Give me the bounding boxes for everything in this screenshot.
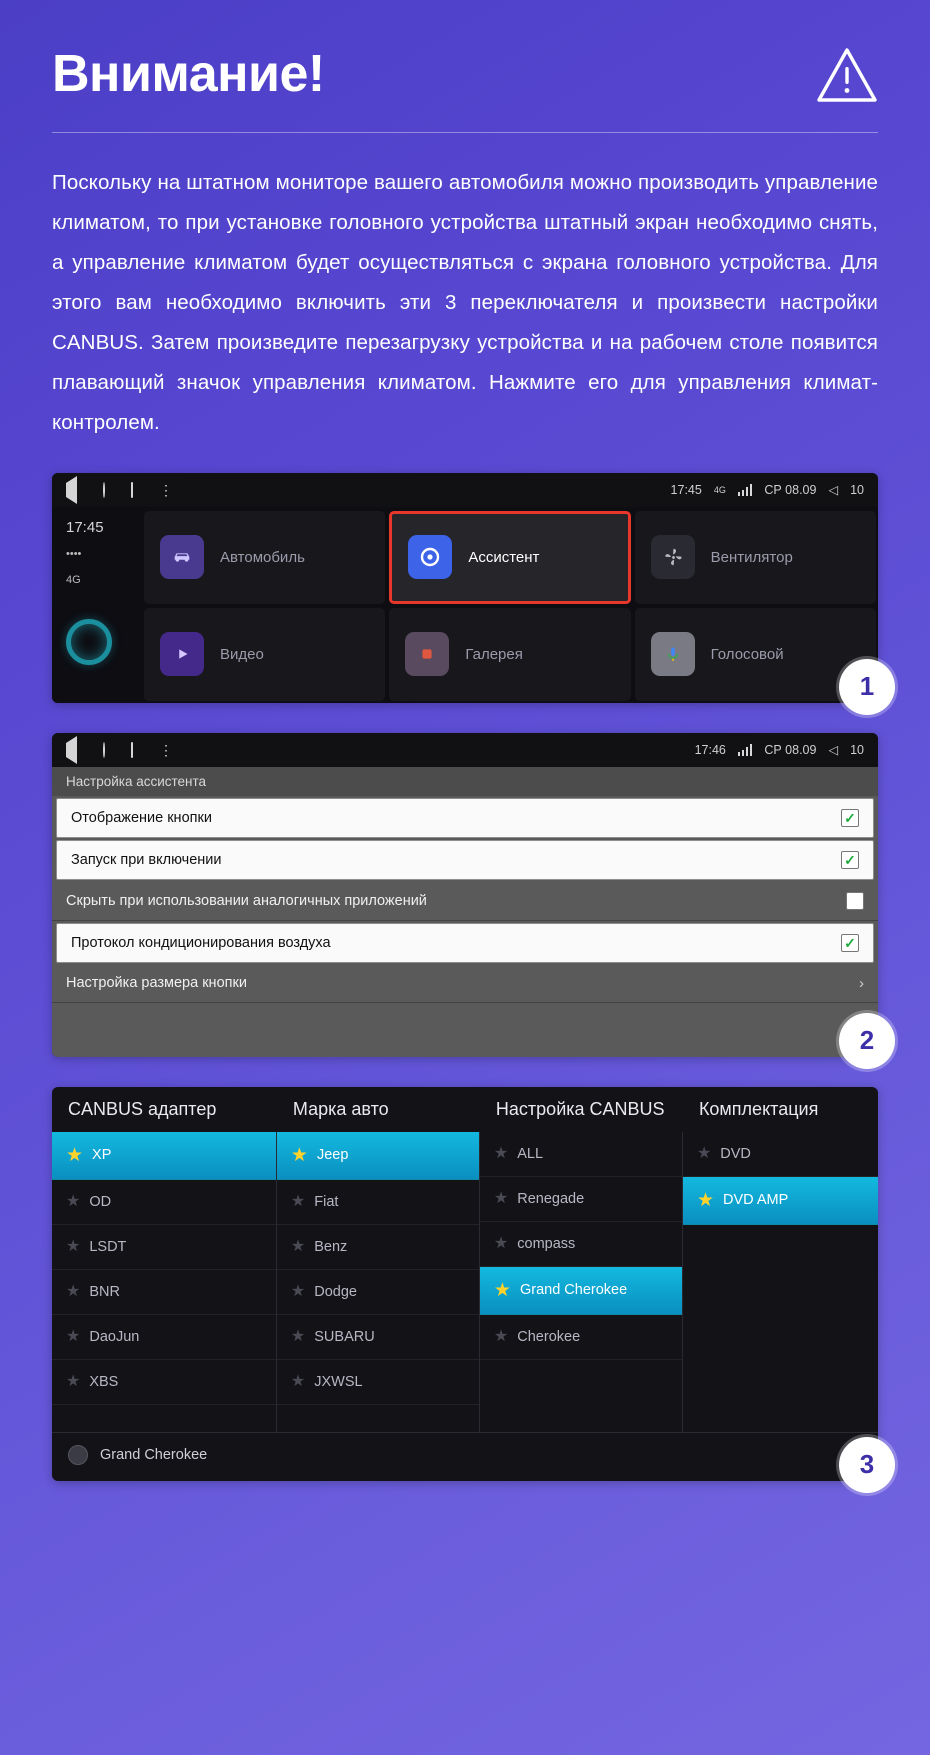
list-item[interactable]: [683, 1132, 878, 1177]
tile-video[interactable]: [144, 608, 385, 701]
chevron-right-icon: ›: [859, 974, 864, 992]
back-icon[interactable]: [66, 483, 77, 497]
canbus-column-brand: [277, 1132, 480, 1432]
list-item[interactable]: [52, 1225, 276, 1270]
list-item[interactable]: [52, 1180, 276, 1225]
item-label: BNR: [89, 1283, 120, 1300]
tile-fan[interactable]: [635, 511, 876, 604]
model-icon: [68, 1445, 88, 1465]
item-label: DVD AMP: [722, 1192, 789, 1209]
star-icon: ★: [66, 1192, 81, 1210]
divider: [52, 132, 878, 133]
volume-level: 10: [850, 482, 864, 497]
screenshot-launcher: [52, 473, 878, 703]
back-icon[interactable]: [66, 743, 77, 757]
status-time: 17:45: [670, 482, 702, 497]
status-time: 17:46: [694, 742, 726, 757]
list-item[interactable]: [277, 1360, 479, 1405]
star-icon: ★: [493, 1234, 509, 1252]
launcher-sidebar: [52, 507, 144, 703]
recents-icon[interactable]: [131, 483, 133, 497]
star-icon: ★: [66, 1282, 81, 1300]
item-label: OD: [89, 1193, 112, 1210]
item-label: Fiat: [314, 1193, 339, 1210]
header: [52, 46, 878, 104]
home-icon[interactable]: [103, 743, 105, 757]
setting-label: Протокол кондиционирования воздуха: [71, 934, 331, 951]
overflow-menu-icon[interactable]: ⋮: [159, 481, 173, 498]
list-item[interactable]: [480, 1132, 682, 1177]
setting-row-ac-protocol[interactable]: [56, 923, 874, 963]
star-icon: ★: [290, 1282, 306, 1300]
canbus-selected-model: Grand Cherokee: [100, 1446, 208, 1463]
item-label: XP: [92, 1147, 112, 1164]
star-icon: ★: [493, 1327, 509, 1345]
status-date: СР 08.09: [764, 482, 817, 497]
checkbox-ac-protocol[interactable]: ✓: [841, 934, 859, 952]
settings-section-title: Настройка ассистента: [52, 767, 878, 796]
setting-label: Настройка размера кнопки: [66, 975, 247, 992]
item-label: XBS: [89, 1373, 119, 1390]
launcher-signal-dots: ••••: [66, 547, 82, 560]
list-item[interactable]: [480, 1315, 682, 1360]
canbus-header-trim: Комплектация: [698, 1098, 819, 1119]
list-item[interactable]: [277, 1132, 479, 1180]
volume-icon: ◁: [828, 483, 839, 498]
star-icon: ★: [66, 1144, 84, 1166]
status-date: СР 08.09: [764, 742, 817, 757]
star-icon: ★: [66, 1327, 81, 1345]
item-label: Dodge: [314, 1283, 357, 1300]
status-network: 4G: [713, 484, 726, 495]
star-icon: ★: [290, 1372, 306, 1390]
list-item[interactable]: [52, 1270, 276, 1315]
list-item[interactable]: [480, 1222, 682, 1267]
star-icon: ★: [290, 1192, 306, 1210]
list-item[interactable]: [277, 1315, 479, 1360]
tile-label: Голосовой: [710, 645, 784, 663]
checkbox-launch-on-boot[interactable]: ✓: [841, 851, 859, 869]
tile-label: Вентилятор: [710, 548, 793, 566]
list-item[interactable]: [52, 1315, 276, 1360]
star-icon: ★: [290, 1327, 306, 1345]
list-item[interactable]: [480, 1177, 682, 1222]
item-label: Jeep: [316, 1147, 349, 1164]
item-label: DVD: [720, 1145, 751, 1162]
setting-row-launch-on-boot[interactable]: [56, 840, 874, 880]
gallery-icon: [405, 632, 449, 676]
home-icon[interactable]: [103, 483, 105, 497]
status-bar-2: [52, 733, 878, 767]
signal-bars-icon: [738, 484, 753, 496]
star-icon: ★: [493, 1144, 509, 1162]
notice-paragraph: Поскольку на штатном мониторе вашего автомобиля можно производить управление климатом, то при установке головного устройства штатный экран необходимо снять, а управление климатом будет осуществляться с экрана головного устройства. Для этого вам необходимо включить эти 3 переключателя и произвести настройки CANBUS. Затем произведите перезагрузку устройства и на рабочем столе появится плавающий значок управления климатом. Нажмите его для управления климат-контролем.: [52, 171, 878, 434]
list-item[interactable]: [52, 1360, 276, 1405]
item-label: Renegade: [517, 1190, 585, 1207]
setting-row-hide-similar-apps[interactable]: [52, 882, 878, 921]
setting-row-display-button[interactable]: [56, 798, 874, 838]
item-label: SUBARU: [314, 1328, 375, 1345]
setting-label: Отображение кнопки: [71, 809, 212, 826]
tile-label: Ассистент: [468, 548, 540, 566]
tile-automobile[interactable]: [144, 511, 385, 604]
settings-list: [52, 767, 878, 1057]
star-icon: ★: [493, 1279, 511, 1301]
volume-level: 10: [850, 742, 864, 757]
canbus-column-setting: [480, 1132, 683, 1432]
star-icon: ★: [290, 1144, 308, 1166]
star-icon: ★: [493, 1189, 509, 1207]
item-label: DaoJun: [89, 1328, 140, 1345]
tile-assistant[interactable]: [389, 511, 630, 604]
microphone-icon: [651, 632, 695, 676]
launcher-network: 4G: [66, 574, 81, 587]
item-label: Grand Cherokee: [519, 1282, 628, 1299]
launcher-clock: 17:45: [66, 518, 104, 536]
checkbox-hide-similar-apps[interactable]: [846, 892, 864, 910]
checkbox-display-button[interactable]: ✓: [841, 809, 859, 827]
item-label: Cherokee: [517, 1328, 581, 1345]
volume-icon: ◁: [828, 743, 839, 758]
canbus-header-brand: Марка авто: [292, 1098, 389, 1119]
tile-label: Видео: [220, 645, 264, 663]
warning-triangle-icon: [816, 46, 878, 104]
item-label: compass: [517, 1235, 576, 1252]
tile-gallery[interactable]: [389, 608, 630, 701]
launcher-tiles: [144, 507, 878, 703]
item-label: ALL: [517, 1145, 544, 1162]
tile-label: Автомобиль: [220, 548, 305, 566]
video-play-icon: [160, 632, 204, 676]
canbus-footer: [52, 1432, 878, 1481]
screenshot-assistant-settings: [52, 733, 878, 1057]
list-item[interactable]: [277, 1180, 479, 1225]
item-label: LSDT: [89, 1238, 127, 1255]
recents-icon[interactable]: [131, 743, 133, 757]
canbus-column-trim: [683, 1132, 878, 1432]
car-icon: [160, 535, 204, 579]
list-item[interactable]: [683, 1177, 878, 1225]
list-item[interactable]: [52, 1132, 276, 1180]
star-icon: ★: [66, 1237, 81, 1255]
canbus-header-adapter: CANBUS адаптер: [68, 1098, 217, 1119]
status-bar-1: [52, 473, 878, 507]
item-label: Benz: [314, 1238, 348, 1255]
tile-label: Галерея: [465, 645, 523, 663]
star-icon: ★: [696, 1189, 714, 1211]
assistant-ring-icon[interactable]: [66, 619, 112, 665]
setting-row-button-size[interactable]: [52, 965, 878, 1003]
setting-label: Запуск при включении: [71, 851, 222, 868]
canbus-header-setting: Настройка CANBUS: [495, 1098, 665, 1119]
setting-label: Скрыть при использовании аналогичных приложений: [66, 892, 427, 909]
launcher-screen: [52, 507, 878, 703]
canbus-columns: [52, 1132, 878, 1432]
signal-bars-icon: [738, 744, 753, 756]
star-icon: ★: [696, 1144, 712, 1162]
step-badge-1: 1: [839, 659, 895, 715]
step-badge-2: 2: [839, 1013, 895, 1069]
overflow-menu-icon[interactable]: ⋮: [159, 741, 173, 758]
assistant-icon: [408, 535, 452, 579]
star-icon: ★: [290, 1237, 306, 1255]
list-item[interactable]: [277, 1225, 479, 1270]
list-item[interactable]: [480, 1267, 682, 1315]
list-item[interactable]: [277, 1270, 479, 1315]
step-badge-3: 3: [839, 1437, 895, 1493]
star-icon: ★: [66, 1372, 81, 1390]
item-label: JXWSL: [314, 1373, 363, 1390]
page-title: Внимание!: [52, 45, 325, 104]
canbus-headers: [52, 1087, 878, 1132]
fan-icon: [651, 535, 695, 579]
screenshot-canbus-settings: [52, 1087, 878, 1481]
canbus-column-adapter: [52, 1132, 277, 1432]
